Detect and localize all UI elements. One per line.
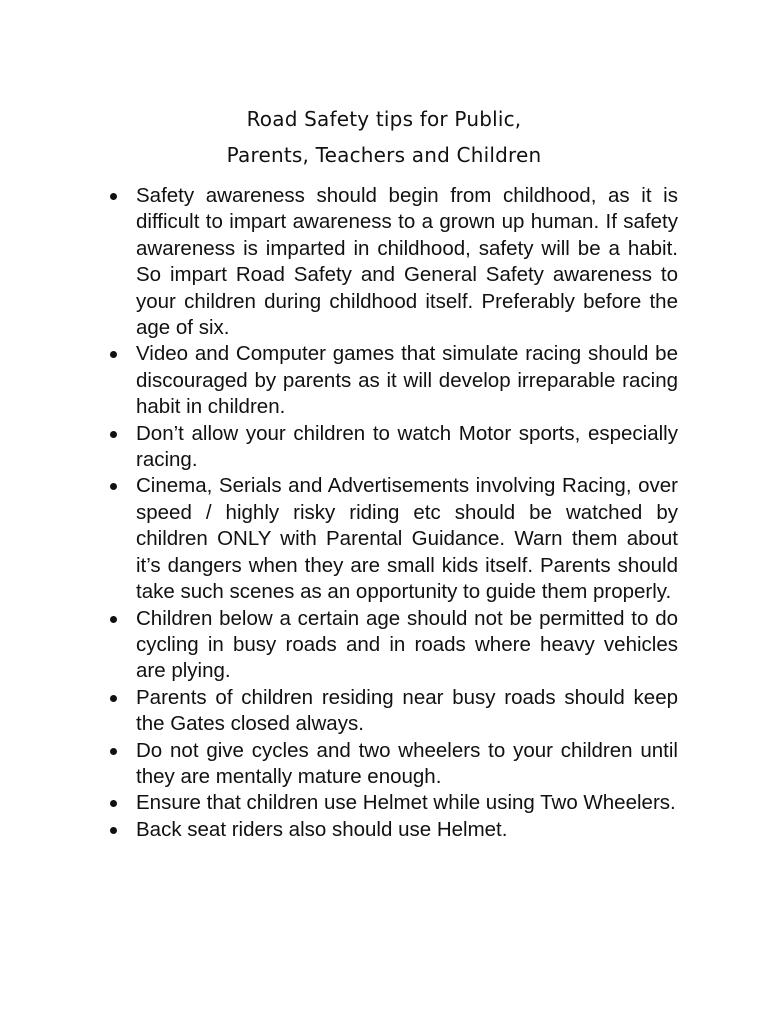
- tip-text: Back seat riders also should use Helmet.: [136, 817, 508, 841]
- tips-list: [104, 183, 678, 843]
- bullet-icon: [110, 483, 117, 490]
- list-item: [104, 685, 678, 738]
- list-item: [104, 421, 678, 474]
- title-line-2: Parents, Teachers and Children: [226, 143, 542, 167]
- tip-text: Don’t allow your children to watch Motor sports, especially racing.: [136, 421, 678, 472]
- list-item: [104, 473, 678, 605]
- list-item: [104, 738, 678, 791]
- tip-text: Parents of children residing near busy roads should keep the Gates closed always.: [136, 685, 678, 736]
- tip-text: Ensure that children use Helmet while using Two Wheelers.: [136, 791, 676, 815]
- tip-text: Video and Computer games that simulate racing should be discouraged by parents as it will develop irreparable racing habit in children.: [136, 342, 678, 419]
- tip-text: Children below a certain age should not be permitted to do cycling in busy roads and in roads where heavy vehicles are plying.: [136, 606, 678, 683]
- bullet-icon: [110, 748, 117, 755]
- list-item: [104, 817, 678, 843]
- tip-text: Safety awareness should begin from childhood, as it is difficult to impart awareness to a grown up human. If safety awareness is imparted in childhood, safety will be a habit. So impart Road Safety and General Safety awareness to your children during childhood itself. Preferably before the age of six.: [136, 184, 678, 340]
- bullet-icon: [110, 616, 117, 623]
- list-item: [104, 341, 678, 420]
- list-item: [104, 606, 678, 685]
- list-item: [104, 790, 678, 816]
- bullet-icon: [110, 193, 117, 200]
- bullet-icon: [110, 351, 117, 358]
- bullet-icon: [110, 431, 117, 438]
- list-item: [104, 183, 678, 341]
- document-title: [0, 101, 768, 173]
- tip-text: Do not give cycles and two wheelers to your children until they are mentally mature enough.: [136, 738, 678, 788]
- tip-text: Cinema, Serials and Advertisements involving Racing, over speed / highly risky riding etc should be watched by children ONLY with Parental Guidance. Warn them about it’s dangers when they are small kids itself. Parents should take such scenes as an opportunity to guide them properly.: [136, 474, 678, 604]
- bullet-icon: [110, 827, 117, 834]
- bullet-icon: [110, 800, 117, 807]
- title-line-1: Road Safety tips for Public,: [246, 107, 522, 131]
- bullet-icon: [110, 695, 117, 702]
